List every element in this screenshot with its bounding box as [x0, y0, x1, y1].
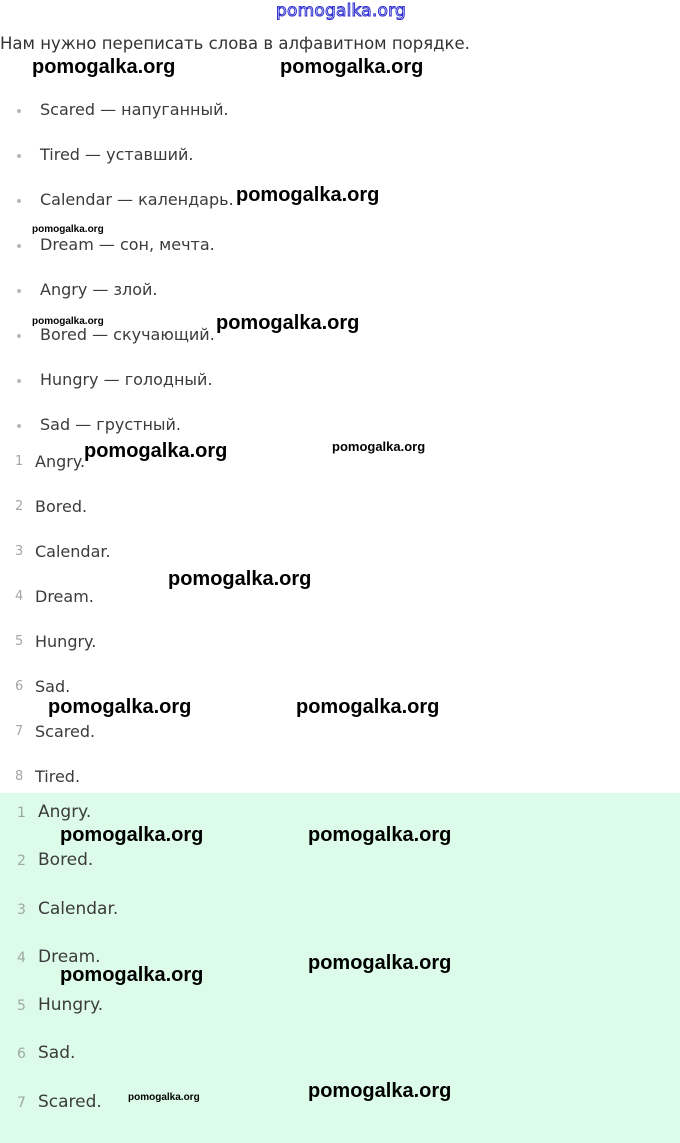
watermark: pomogalka.org: [32, 316, 104, 327]
answer-word: Sad.: [38, 1043, 76, 1064]
item-number: 7: [15, 724, 24, 739]
bullet-icon: [17, 109, 21, 113]
sorted-word: Dream.: [35, 587, 94, 606]
watermark: pomogalka.org: [296, 696, 440, 718]
sorted-word: Scared.: [35, 722, 96, 741]
site-logo[interactable]: pomogalka.org: [276, 1, 406, 21]
watermark: pomogalka.org: [332, 439, 426, 454]
item-number: 2: [17, 853, 26, 870]
answer-word: Scared.: [38, 1091, 102, 1112]
item-number: 1: [17, 805, 26, 821]
item-number: 6: [17, 1046, 26, 1063]
watermark: pomogalka.org: [48, 696, 192, 718]
watermark: pomogalka.org: [32, 224, 104, 235]
vocabulary-entry: Sad — грустный.: [40, 415, 182, 434]
item-number: 5: [17, 998, 26, 1015]
item-number: 3: [17, 901, 26, 918]
item-number: 3: [15, 544, 24, 559]
vocabulary-entry: Dream — сон, мечта.: [40, 235, 215, 254]
watermark: pomogalka.org: [60, 964, 204, 986]
bullet-icon: [17, 424, 21, 428]
bullet-icon: [17, 244, 21, 248]
vocabulary-entry: Hungry — голодный.: [40, 370, 213, 389]
vocabulary-entry: Angry — злой.: [40, 280, 158, 299]
item-number: 7: [17, 1094, 26, 1111]
bullet-icon: [17, 379, 21, 383]
bullet-icon: [17, 154, 21, 158]
item-number: 4: [17, 949, 26, 966]
watermark: pomogalka.org: [308, 1080, 452, 1102]
sorted-word: Hungry.: [35, 632, 97, 651]
watermark: pomogalka.org: [32, 56, 176, 78]
answer-word: Calendar.: [38, 898, 119, 919]
vocabulary-entry: Bored — скучающий.: [40, 325, 215, 344]
item-number: 2: [15, 499, 24, 514]
sorted-word: Tired.: [35, 767, 81, 786]
item-number: 4: [15, 589, 24, 604]
bullet-icon: [17, 199, 21, 203]
vocabulary-entry: Calendar — календарь.: [40, 190, 234, 209]
watermark: pomogalka.org: [236, 184, 380, 206]
answer-word: Dream.: [38, 946, 101, 967]
vocabulary-entry: Tired — уставший.: [40, 145, 194, 164]
watermark: pomogalka.org: [280, 56, 424, 78]
watermark: pomogalka.org: [308, 824, 452, 846]
item-number: 1: [15, 454, 24, 469]
watermark: pomogalka.org: [128, 1092, 200, 1103]
sorted-word: Angry.: [35, 452, 86, 471]
item-number: 6: [15, 679, 24, 694]
bullet-icon: [17, 289, 21, 293]
sorted-word: Calendar.: [35, 542, 111, 561]
sorted-word: Sad.: [35, 677, 71, 696]
watermark: pomogalka.org: [216, 312, 360, 334]
task-instruction: Нам нужно переписать слова в алфавитном порядке.: [0, 34, 470, 53]
watermark: pomogalka.org: [168, 568, 312, 590]
sorted-word: Bored.: [35, 497, 88, 516]
watermark: pomogalka.org: [308, 952, 452, 974]
vocabulary-entry: Scared — напуганный.: [40, 100, 229, 119]
answer-word: Bored.: [38, 850, 94, 871]
watermark: pomogalka.org: [60, 824, 204, 846]
watermark: pomogalka.org: [84, 440, 228, 462]
answer-word: Angry.: [38, 802, 92, 822]
item-number: 5: [15, 634, 24, 649]
answer-word: Hungry.: [38, 995, 104, 1016]
item-number: 8: [15, 769, 24, 784]
bullet-icon: [17, 334, 21, 338]
